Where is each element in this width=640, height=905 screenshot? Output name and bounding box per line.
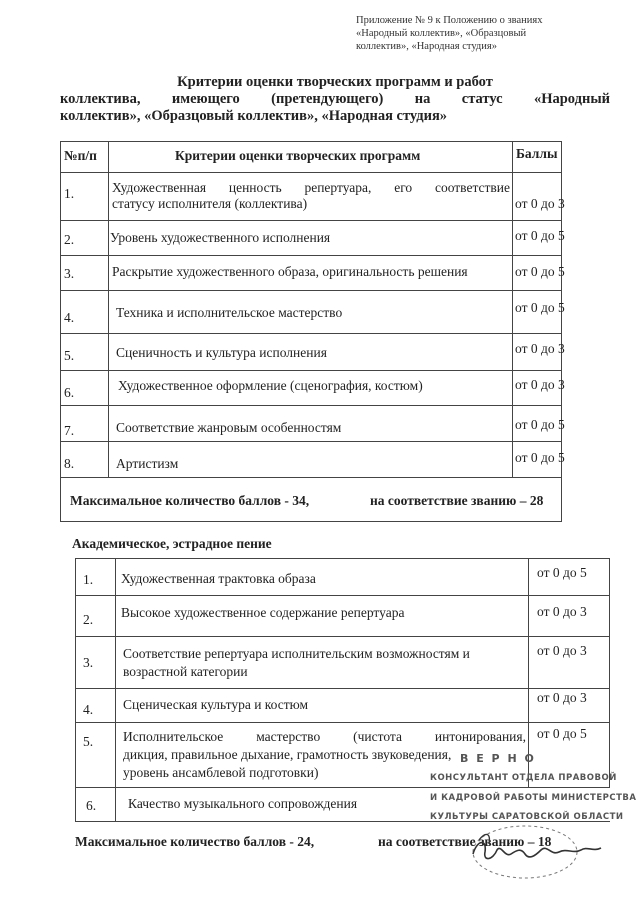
row-num: 3. [64,266,75,281]
row-criteria: Сценичность и культура исполнения [116,345,327,360]
row-num: 3. [83,655,94,670]
row-criteria: Раскрытие художественного образа, оригинальность решения [112,264,468,279]
title-line: Критерии оценки творческих программ и работ [177,74,493,90]
row-score: от 0 до 5 [515,450,565,465]
row-num: 2. [64,232,75,247]
row-num: 5. [83,734,94,749]
stamp-line: И КАДРОВОЙ РАБОТЫ МИНИСТЕРСТВА [430,793,637,803]
row-score: от 0 до 3 [515,196,565,211]
header-score: Баллы [516,146,558,161]
row-num: 6. [64,385,75,400]
header-criteria: Критерии оценки творческих программ [175,148,421,163]
appendix-note [356,14,626,53]
row-num: 1. [64,186,75,201]
row-criteria: Художественная ценность репертуара, его соответствие [112,180,510,195]
stamp-line: КУЛЬТУРЫ САРАТОВСКОЙ ОБЛАСТИ [430,812,624,822]
row-criteria: статусу исполнителя (коллектива) [112,196,308,211]
row-criteria: Сценическая культура и костюм [123,697,309,712]
row-criteria: Высокое художественное содержание репертуара [121,605,405,620]
row-num: 4. [83,702,94,717]
row-criteria: Художественная трактовка образа [121,571,316,586]
row-score: от 0 до 5 [515,417,565,432]
row-criteria: Техника и исполнительское мастерство [116,305,343,320]
row-score: от 0 до 5 [537,565,587,580]
stamp-certified: В Е Р Н О [460,752,536,765]
title-line: коллектив», «Образцовый коллектив», «Народная студия» [60,108,448,124]
row-criteria: Художественное оформление (сценография, костюм) [118,378,423,393]
row-criteria: Соответствие жанровым особенностям [116,420,342,435]
row-criteria: уровень ансамблевой подготовки) [123,765,319,780]
row-score: от 0 до 3 [537,604,587,619]
stamp-line: КОНСУЛЬТАНТ ОТДЕЛА ПРАВОВОЙ [430,773,617,783]
row-num: 2. [83,612,94,627]
appendix-line: коллектив», «Народная студия» [356,41,497,52]
row-score: от 0 до 3 [537,690,587,705]
max-score-label: Максимальное количество баллов - 34, [70,493,310,508]
row-score: от 0 до 5 [515,300,565,315]
title-threshold-label: на соответствие званию – 18 [378,834,552,849]
row-score: от 0 до 3 [515,377,565,392]
header-num: №п/п [64,148,97,163]
row-score: от 0 до 5 [515,228,565,243]
row-criteria: Уровень художественного исполнения [110,230,331,245]
signature-seal [455,810,615,880]
title-line: коллектива, имеющего (претендующего) на статус «Народный [60,91,610,107]
document-title [60,74,610,125]
row-score: от 0 до 5 [537,726,587,741]
row-num: 1. [83,572,94,587]
row-score: от 0 до 3 [515,341,565,356]
appendix-line: Приложение № 9 к Положению о званиях [356,15,543,26]
row-num: 7. [64,423,75,438]
row-criteria: Качество музыкального сопровождения [128,796,358,811]
row-num: 6. [86,798,97,813]
row-num: 5. [64,348,75,363]
section-title: Академическое, эстрадное пение [72,536,272,551]
row-num: 4. [64,310,75,325]
row-criteria: дикция, правильное дыхание, грамотность звуковедения, [123,747,452,762]
row-num: 8. [64,456,75,471]
appendix-line: «Народный коллектив», «Образцовый [356,28,527,39]
row-criteria: Артистизм [116,456,179,471]
row-criteria: Соответствие репертуара исполнительским возможностям и [123,646,470,661]
row-criteria: возрастной категории [123,664,248,679]
row-score: от 0 до 5 [515,264,565,279]
row-score: от 0 до 3 [537,643,587,658]
title-threshold-label: на соответствие званию – 28 [370,493,544,508]
max-score-label: Максимальное количество баллов - 24, [75,834,315,849]
row-criteria: Исполнительское мастерство (чистота интонирования, [123,729,526,744]
